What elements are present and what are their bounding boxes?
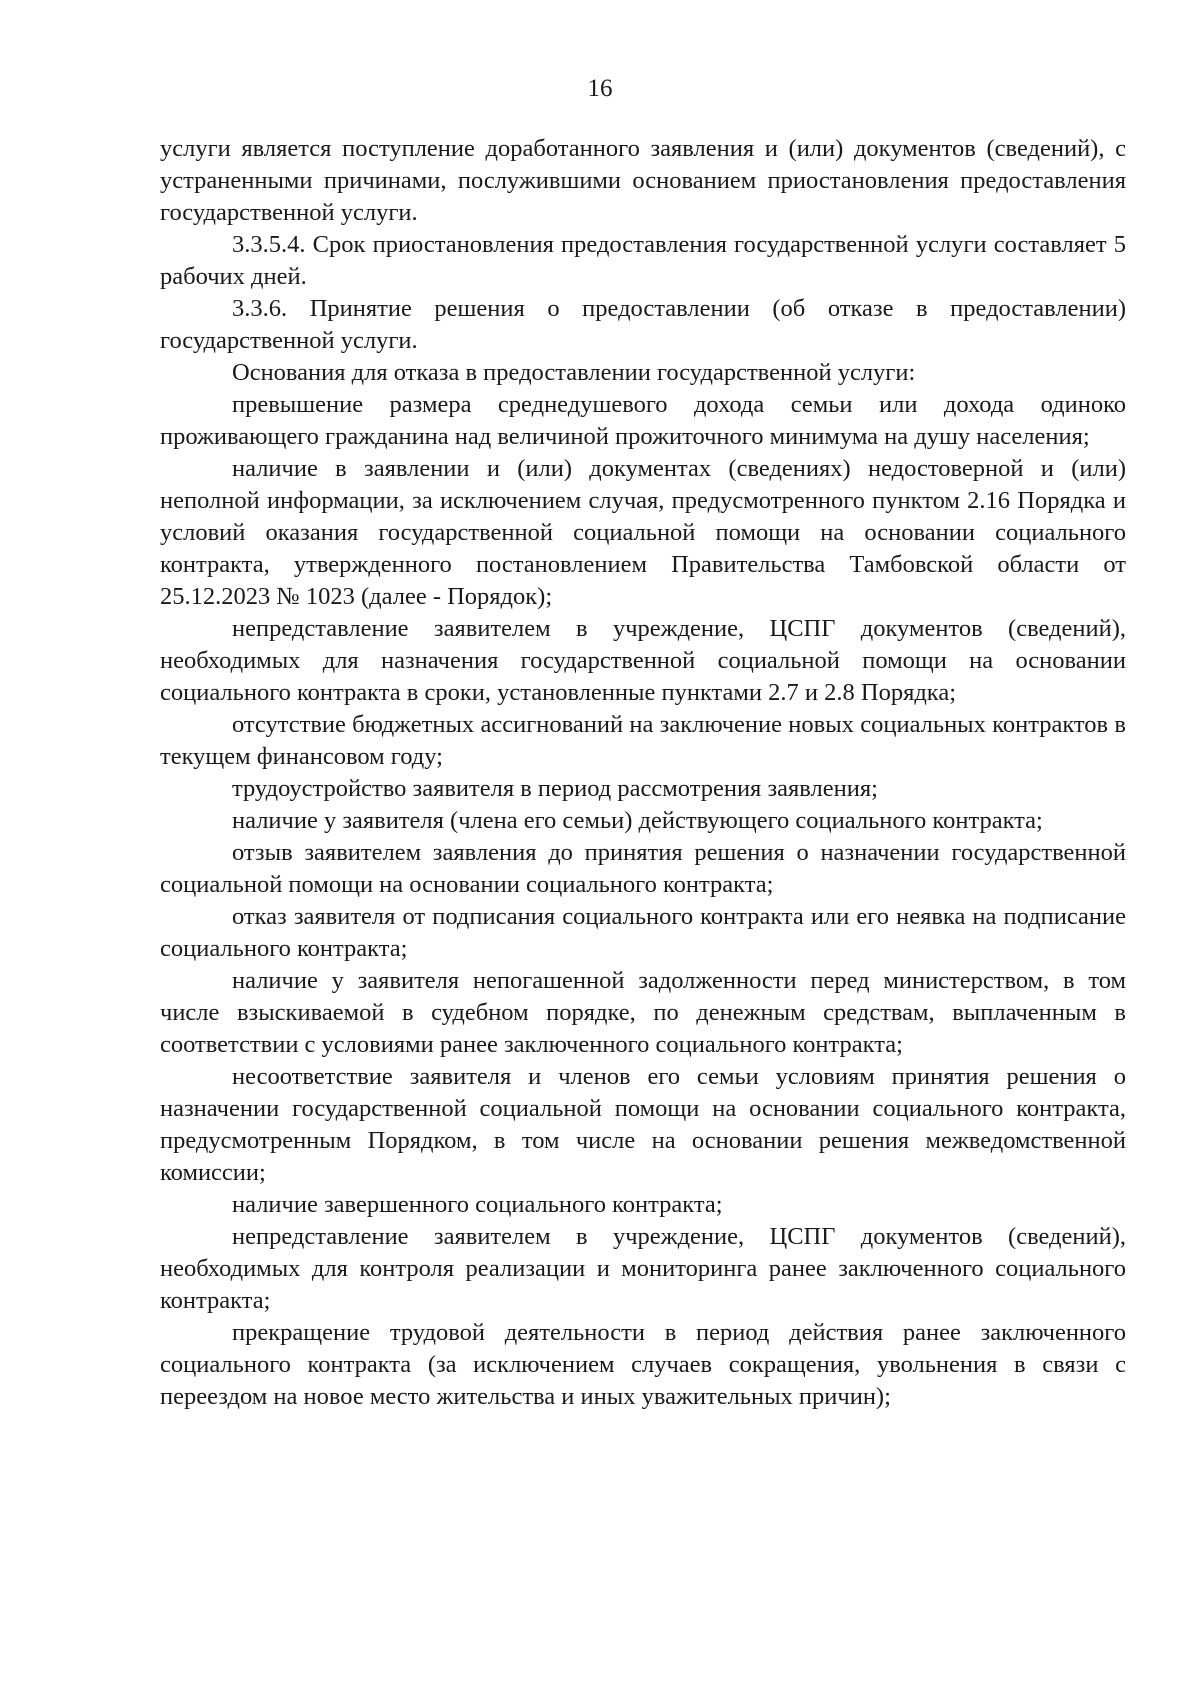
- paragraph-3-3-6: 3.3.6. Принятие решения о предоставлении (об отказе в предоставлении) государственной услуги.: [160, 295, 1126, 354]
- list-item-monitoring-documents: непредставление заявителем в учреждение, ЦСПГ документов (сведений), необходимых для контроля реализации и мониторинга ранее заключенного социального контракта;: [160, 1223, 1126, 1314]
- paragraph-continuation: услуги является поступление доработанного заявления и (или) документов (сведений), с устраненными причинами, послужившими основанием приостановления предоставления государственной услуги.: [160, 135, 1126, 226]
- paragraph-3-3-5-4: 3.3.5.4. Срок приостановления предоставления государственной услуги составляет 5 рабочих дней.: [160, 231, 1126, 290]
- list-item-income-excess: превышение размера среднедушевого дохода семьи или дохода одиноко проживающего гражданина над величиной прожиточного минимума на душу населения;: [160, 391, 1126, 450]
- paragraph-refusal-grounds-heading: Основания для отказа в предоставлении государственной услуги:: [232, 359, 916, 386]
- list-item-unreliable-information: наличие в заявлении и (или) документах (сведениях) недостоверной и (или) неполной информации, за исключением случая, предусмотренного пунктом 2.16 Порядка и условий оказания государственной социальной помощи на основании социального контракта, утвержденного постановлением Правительства Тамбовской области от 25.12.2023 № 1023 (далее - Порядок);: [160, 455, 1126, 610]
- list-item-termination-of-work: прекращение трудовой деятельности в период действия ранее заключенного социального контракта (за исключением случаев сокращения, увольнения в связи с переездом на новое место жительства и иных уважительных причин);: [160, 1319, 1126, 1410]
- list-item-documents-not-submitted: непредставление заявителем в учреждение, ЦСПГ документов (сведений), необходимых для назначения государственной социальной помощи на основании социального контракта в сроки, установленные пунктами 2.7 и 2.8 Порядка;: [160, 615, 1126, 706]
- list-item-application-withdrawal: отзыв заявителем заявления до принятия решения о назначении государственной социальной помощи на основании социального контракта;: [160, 839, 1126, 898]
- list-item-conditions-mismatch: несоответствие заявителя и членов его семьи условиям принятия решения о назначении государственной социальной помощи на основании социального контракта, предусмотренным Порядком, в том числе на основании решения межведомственной комиссии;: [160, 1063, 1126, 1186]
- list-item-completed-contract: наличие завершенного социального контракта;: [232, 1191, 723, 1218]
- document-body: [160, 133, 1126, 1413]
- list-item-outstanding-debt: наличие у заявителя непогашенной задолженности перед министерством, в том числе взыскиваемой в судебном порядке, по денежным средствам, выплаченным в соответствии с условиями ранее заключенного социального контракта;: [160, 967, 1126, 1058]
- list-item-no-budget: отсутствие бюджетных ассигнований на заключение новых социальных контрактов в текущем финансовом году;: [160, 711, 1126, 770]
- page-number: 16: [587, 75, 613, 102]
- list-item-active-contract: наличие у заявителя (члена его семьи) действующего социального контракта;: [232, 807, 1043, 834]
- list-item-employment: трудоустройство заявителя в период рассмотрения заявления;: [232, 775, 878, 802]
- list-item-refusal-to-sign: отказ заявителя от подписания социального контракта или его неявка на подписание социального контракта;: [160, 903, 1126, 962]
